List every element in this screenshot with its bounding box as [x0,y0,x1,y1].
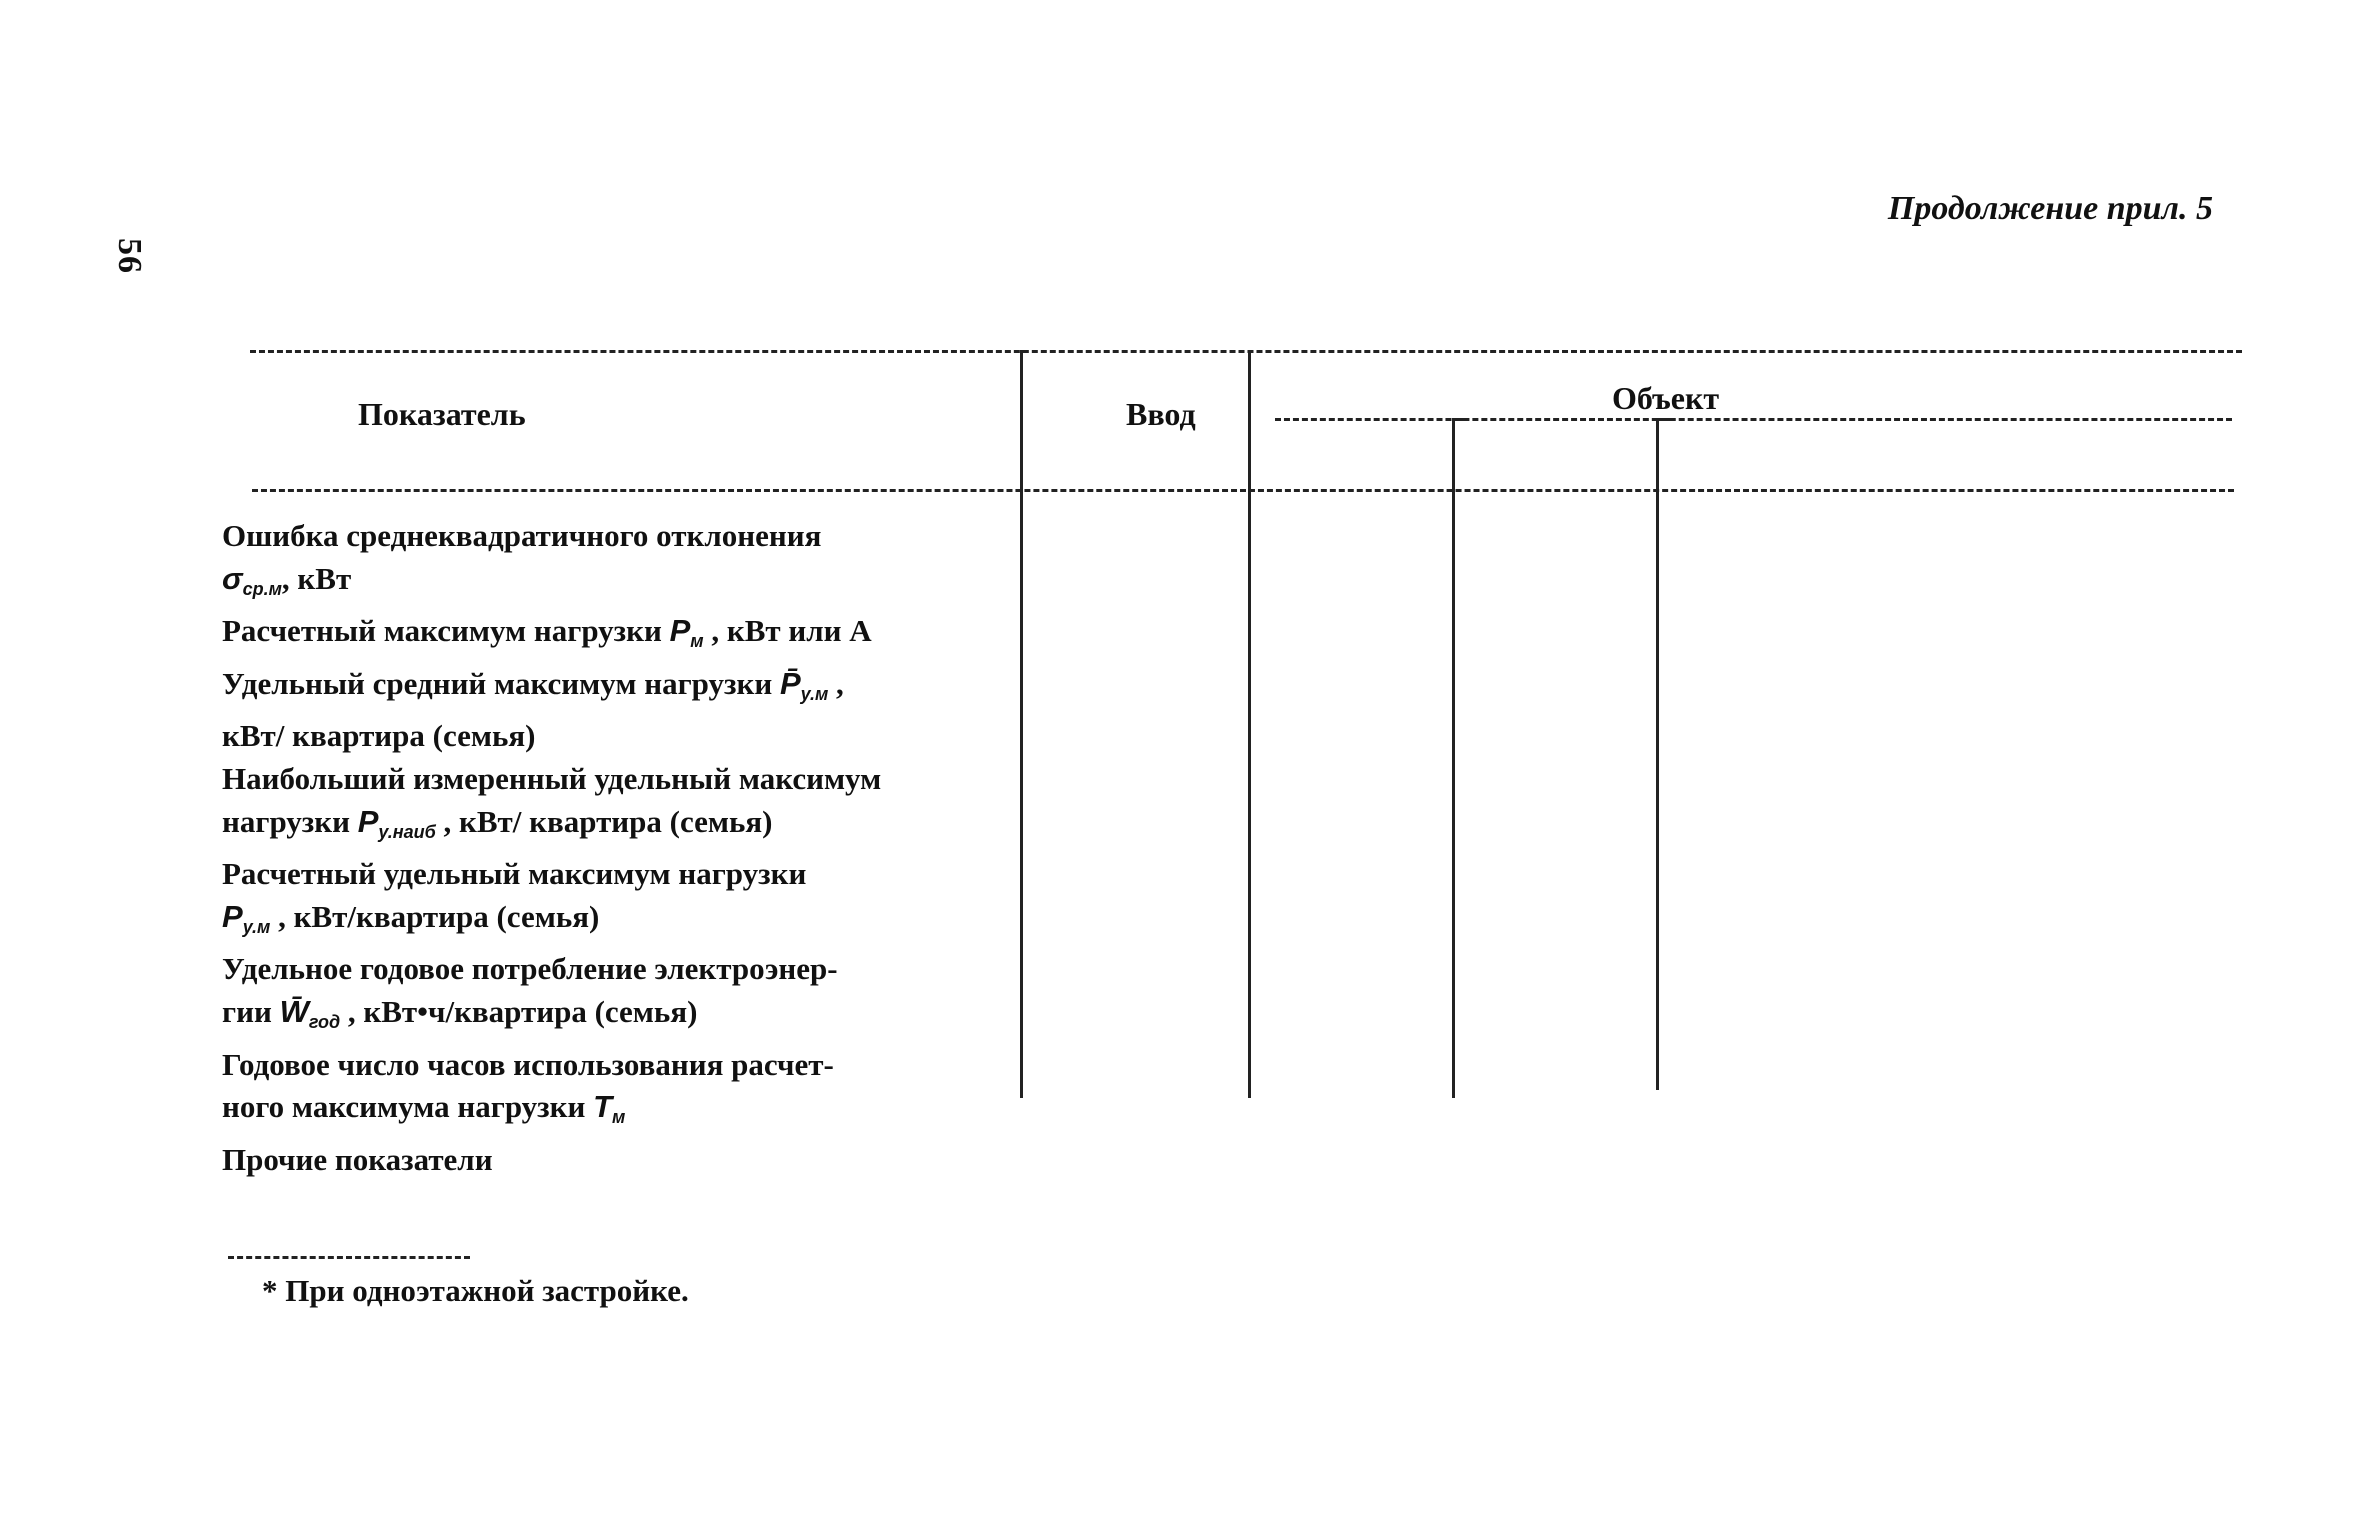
header-indicator: Показатель [358,396,526,432]
indicator-text: Расчетный удельный максимум нагрузки [222,856,807,892]
indicator-symbol: P [669,613,691,649]
indicator-text: Годовое число часов использования расчет- [222,1046,834,1082]
indicator-line [222,663,1012,716]
indicator-symbol-subscript: м [612,1107,626,1128]
indicator-text: ного максимума нагрузки [222,1089,594,1125]
indicator-line [222,1139,1012,1182]
indicator-line [222,948,1012,991]
indicator-symbol-subscript: у.наиб [378,821,436,842]
indicator-text: Ошибка среднеквадратичного отклонения [222,518,822,553]
indicator-symbol: P [357,803,379,839]
indicator-symbol-subscript: год [308,1011,341,1032]
indicator-text: Расчетный максимум нагрузки [222,613,670,649]
indicator-line [222,515,1012,558]
indicator-unit: , [828,665,844,701]
indicator-text: нагрузки [222,803,358,839]
indicator-line [222,715,1012,758]
indicator-line [222,853,1012,896]
indicator-symbol: P̄ [779,665,801,701]
object-subcolumn-divider-2 [1656,418,1659,1090]
page-number: 56 [111,238,148,274]
indicator-text: Прочие показатели [222,1141,493,1177]
indicator-line [222,758,1012,801]
footnote-rule [228,1256,470,1259]
indicator-unit: , кВт/ квартира (семья) [435,803,773,839]
table-header-bottom-rule [252,489,2234,492]
indicator-line [222,1086,1012,1139]
indicator-symbol-subscript: у.м [800,683,829,704]
header-object: Объект [1612,380,1720,416]
object-subcolumn-divider-1 [1452,418,1455,1098]
indicator-symbol: σ [222,560,243,596]
indicator-line [222,991,1012,1044]
indicator-line [222,801,1012,854]
indicator-text: кВт/ квартира (семья) [222,718,536,754]
indicator-symbol-subscript: ср.м [242,578,282,599]
column-divider-indicator-input [1020,350,1023,1098]
table-top-rule [250,350,2242,353]
continuation-label: Продолжение прил. 5 [1887,190,2213,227]
header-input: Ввод [1126,396,1196,432]
indicator-text: гии [222,993,280,1029]
indicator-unit: , кВт/квартира (семья) [270,898,600,934]
indicator-line [222,558,1012,611]
indicator-unit: , кВт или А [703,613,872,649]
indicator-symbol: T [593,1089,613,1125]
indicator-line [222,1044,1012,1087]
object-tick-1 [1452,418,1466,421]
indicator-symbol: P [222,898,243,934]
indicator-list [222,515,1012,1181]
indicator-line [222,610,1012,663]
indicator-text: Удельный средний максимум нагрузки [222,665,780,701]
indicator-text: Наибольший измеренный удельный максимум [222,760,882,796]
indicator-line [222,896,1012,949]
object-subheader-rule [1275,418,2232,421]
indicator-symbol-subscript: м [690,631,704,652]
indicator-symbol-subscript: у.м [242,916,271,937]
footnote: * При одноэтажной застройке. [262,1273,689,1308]
indicator-symbol: W̄ [279,993,309,1029]
indicator-text: Удельное годовое потребление электроэнер- [222,951,838,987]
indicator-unit: , кВт [281,560,352,596]
indicator-unit: , кВт•ч/квартира (семья) [340,993,698,1029]
column-divider-input-object [1248,350,1251,1098]
object-tick-2 [1656,418,1670,421]
